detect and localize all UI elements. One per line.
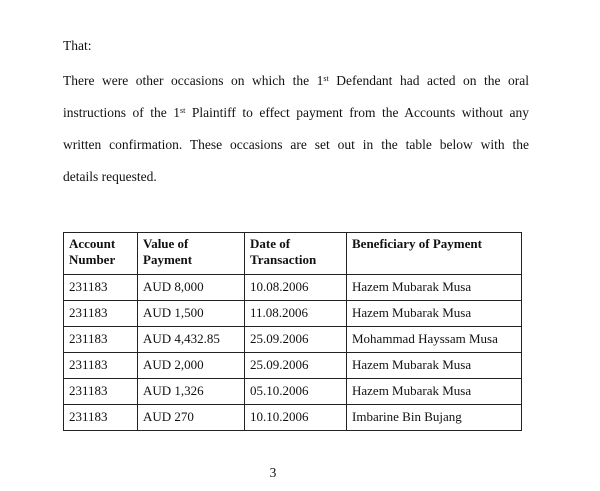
- table-row: [64, 275, 522, 301]
- paragraph-line-3: written confirmation. These occasions are set out in the table below with the: [63, 137, 529, 152]
- cell-value: AUD 1,500: [138, 301, 245, 327]
- cell-beneficiary: Mohammad Hayssam Musa: [347, 327, 522, 353]
- section-heading: That:: [63, 38, 92, 53]
- table-row: [64, 301, 522, 327]
- cell-date: 10.08.2006: [245, 275, 347, 301]
- cell-beneficiary: Hazem Mubarak Musa: [347, 275, 522, 301]
- cell-value: AUD 8,000: [138, 275, 245, 301]
- cell-account: 231183: [64, 379, 138, 405]
- cell-account: 231183: [64, 405, 138, 431]
- payments-table: [63, 232, 522, 431]
- cell-beneficiary: Hazem Mubarak Musa: [347, 301, 522, 327]
- header-account-number: Account Number: [64, 233, 138, 275]
- line-text: instructions of the 1: [63, 105, 180, 120]
- table-row: [64, 353, 522, 379]
- cell-value: AUD 270: [138, 405, 245, 431]
- cell-value: AUD 2,000: [138, 353, 245, 379]
- cell-date: 11.08.2006: [245, 301, 347, 327]
- cell-beneficiary: Imbarine Bin Bujang: [347, 405, 522, 431]
- table-row: [64, 379, 522, 405]
- cell-account: 231183: [64, 275, 138, 301]
- header-date-of-transaction: Date of Transaction: [245, 233, 347, 275]
- ordinal-superscript: st: [323, 74, 329, 83]
- cell-account: 231183: [64, 301, 138, 327]
- cell-value: AUD 1,326: [138, 379, 245, 405]
- cell-account: 231183: [64, 353, 138, 379]
- cell-date: 25.09.2006: [245, 327, 347, 353]
- paragraph-line-4: details requested.: [63, 169, 157, 184]
- line-text: Plaintiff to effect payment from the Accounts without any: [185, 105, 529, 120]
- line-text: There were other occasions on which the 1: [63, 73, 324, 88]
- cell-beneficiary: Hazem Mubarak Musa: [347, 379, 522, 405]
- cell-date: 10.10.2006: [245, 405, 347, 431]
- cell-date: 05.10.2006: [245, 379, 347, 405]
- table-row: [64, 405, 522, 431]
- table-row: [64, 327, 522, 353]
- cell-date: 25.09.2006: [245, 353, 347, 379]
- cell-value: AUD 4,432.85: [138, 327, 245, 353]
- line-text: Defendant had acted on the oral: [328, 73, 530, 88]
- paragraph-line-2: [63, 97, 529, 129]
- cell-account: 231183: [64, 327, 138, 353]
- ordinal-superscript: st: [179, 106, 186, 115]
- cell-beneficiary: Hazem Mubarak Musa: [347, 353, 522, 379]
- header-value-of-payment: Value of Payment: [138, 233, 245, 275]
- table-header-row: [64, 233, 522, 275]
- header-beneficiary: Beneficiary of Payment: [347, 233, 522, 275]
- paragraph-line-1: [63, 65, 529, 97]
- page-number: 3: [269, 465, 277, 480]
- body-paragraph: [63, 65, 529, 193]
